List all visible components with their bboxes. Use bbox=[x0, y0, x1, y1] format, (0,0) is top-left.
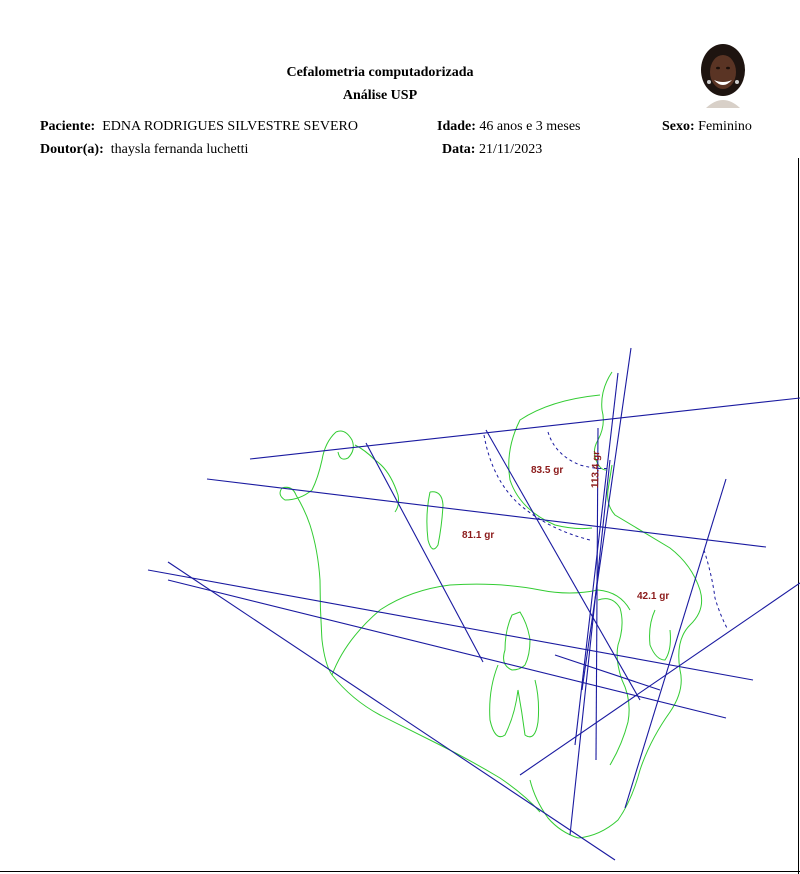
angle-arcs bbox=[484, 432, 728, 630]
patient-sex: Feminino bbox=[698, 119, 752, 134]
patient-age-label: Idade: bbox=[437, 119, 476, 134]
reference-lines bbox=[148, 348, 800, 860]
report-title: Cefalometria computadorizada bbox=[286, 65, 474, 80]
angle-label-3: 81.1 gr bbox=[462, 530, 495, 541]
angle-label-1: 83.5 gr bbox=[531, 465, 564, 476]
report-subtitle: Análise USP bbox=[342, 88, 418, 103]
angle-label-2: 113.4 gr bbox=[590, 450, 603, 489]
patient-name: EDNA RODRIGUES SILVESTRE SEVERO bbox=[102, 119, 358, 134]
date-label: Data: bbox=[442, 142, 476, 157]
patient-name-label: Paciente: bbox=[40, 119, 96, 134]
patient-sex-label: Sexo: bbox=[662, 119, 695, 134]
doctor-label: Doutor(a): bbox=[40, 142, 104, 157]
doctor-name: thaysla fernanda luchetti bbox=[110, 142, 249, 157]
date-value: 21/11/2023 bbox=[478, 142, 543, 157]
patient-age: 46 anos e 3 meses bbox=[479, 119, 581, 134]
angle-label-4: 42.1 gr bbox=[637, 591, 670, 602]
